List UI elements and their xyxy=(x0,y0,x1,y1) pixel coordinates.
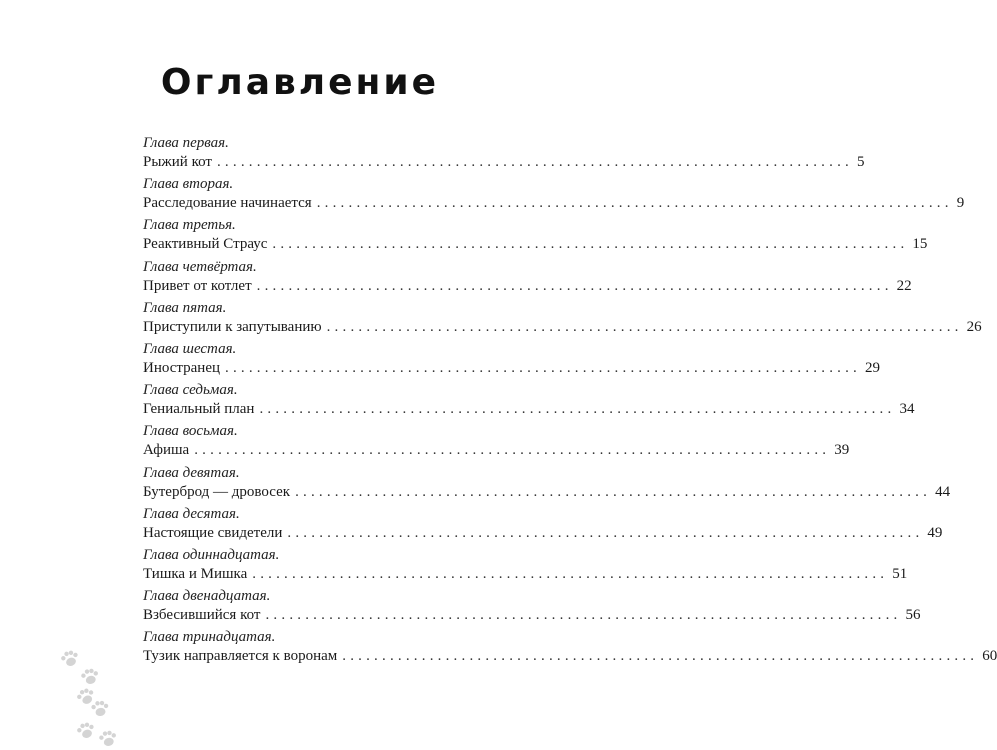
toc-entry-line xyxy=(143,482,951,502)
chapter-title: Реактивный Страус xyxy=(143,236,268,253)
toc-entry-line xyxy=(143,564,908,584)
chapter-title: Бутерброд — дровосек xyxy=(143,483,291,500)
chapter-title: Иностранец xyxy=(143,359,220,376)
toc-entry-line xyxy=(143,193,965,213)
page-number: 29 xyxy=(865,359,880,376)
page-number: 56 xyxy=(905,607,921,624)
page-number: 22 xyxy=(896,277,912,294)
page-number: 44 xyxy=(935,483,951,500)
toc-entry-line xyxy=(143,605,921,625)
dot-leader: ................................................................................ xyxy=(295,483,932,500)
paw-print-icon xyxy=(74,719,99,743)
page-title: Оглавление xyxy=(160,62,440,103)
page-number: 49 xyxy=(927,524,943,541)
chapter-label: Глава одиннадцатая. xyxy=(143,546,280,563)
chapter-label: Глава шестая. xyxy=(143,340,237,357)
toc-entry-line xyxy=(143,152,865,172)
toc-entry-line xyxy=(143,646,997,666)
toc-entry[interactable] xyxy=(143,505,943,546)
chapter-label: Глава третья. xyxy=(143,217,236,234)
chapter-title: Настоящие свидетели xyxy=(143,524,283,541)
dot-leader: ................................................................................ xyxy=(316,195,953,212)
chapter-title: Тишка и Мишка xyxy=(143,565,248,582)
dot-leader: ................................................................................ xyxy=(272,236,909,253)
toc-entry[interactable] xyxy=(143,628,997,669)
toc-entry-line xyxy=(143,276,912,296)
dot-leader: ................................................................................ xyxy=(265,607,902,624)
toc-entry[interactable] xyxy=(143,381,915,422)
toc-entry[interactable] xyxy=(143,134,865,175)
chapter-title: Афиша xyxy=(143,442,190,459)
chapter-title: Гениальный план xyxy=(143,401,255,418)
toc-entry[interactable] xyxy=(143,422,850,463)
chapter-title: Рыжий кот xyxy=(143,154,212,170)
chapter-label: Глава пятая. xyxy=(143,299,227,316)
chapter-title: Привет от котлет xyxy=(143,277,252,294)
paw-print-icon xyxy=(89,698,112,719)
page-number: 9 xyxy=(956,195,965,212)
dot-leader: ................................................................................ xyxy=(256,277,893,294)
chapter-label: Глава восьмая. xyxy=(143,423,238,440)
toc-entry[interactable] xyxy=(143,464,951,505)
chapter-label: Глава двенадцатая. xyxy=(143,588,271,605)
chapter-label: Глава десятая. xyxy=(143,505,240,522)
dot-leader: ................................................................................ xyxy=(287,524,924,541)
toc-entry-line xyxy=(143,440,850,460)
paw-print-icon xyxy=(96,728,120,750)
page-number: 26 xyxy=(966,318,982,335)
toc-entry-line xyxy=(143,234,928,254)
chapter-title: Приступили к запутыванию xyxy=(143,318,322,335)
chapter-label: Глава первая. xyxy=(143,135,229,151)
page-number: 60 xyxy=(982,648,997,665)
toc-entry-line xyxy=(143,358,880,378)
dot-leader: ................................................................................ xyxy=(326,318,963,335)
chapter-title: Расследование начинается xyxy=(143,195,312,212)
toc-entry[interactable] xyxy=(143,175,965,216)
toc-entry-line xyxy=(143,399,915,419)
toc-entry[interactable] xyxy=(143,340,880,381)
toc-entry[interactable] xyxy=(143,587,921,628)
toc-entry-line xyxy=(143,523,943,543)
chapter-label: Глава вторая. xyxy=(143,176,234,193)
paw-print-trail xyxy=(0,630,150,750)
page-number: 15 xyxy=(912,236,928,253)
dot-leader: ................................................................................ xyxy=(225,359,861,376)
toc-entry[interactable] xyxy=(143,216,928,257)
toc-entry[interactable] xyxy=(143,546,908,587)
dot-leader: ................................................................................ xyxy=(252,565,889,582)
dot-leader: ................................................................................ xyxy=(259,401,896,418)
dot-leader: ................................................................................ xyxy=(342,648,979,665)
dot-leader: ................................................................................ xyxy=(194,442,831,459)
chapter-label: Глава девятая. xyxy=(143,464,240,481)
paw-print-icon xyxy=(58,647,83,671)
chapter-label: Глава седьмая. xyxy=(143,382,238,399)
page-number: 51 xyxy=(892,565,908,582)
chapter-title: Тузик направляется к воронам xyxy=(143,648,338,665)
toc-entry-line xyxy=(143,317,982,337)
toc-entry[interactable] xyxy=(143,299,982,340)
page-number: 5 xyxy=(856,154,865,170)
page-number: 39 xyxy=(834,442,850,459)
dot-leader: ................................................................................ xyxy=(216,154,853,170)
table-of-contents xyxy=(143,134,997,669)
toc-entry[interactable] xyxy=(143,258,912,299)
chapter-title: Взбесившийся кот xyxy=(143,607,261,624)
chapter-label: Глава тринадцатая. xyxy=(143,629,276,646)
page-number: 34 xyxy=(899,401,915,418)
chapter-label: Глава четвёртая. xyxy=(143,258,257,275)
